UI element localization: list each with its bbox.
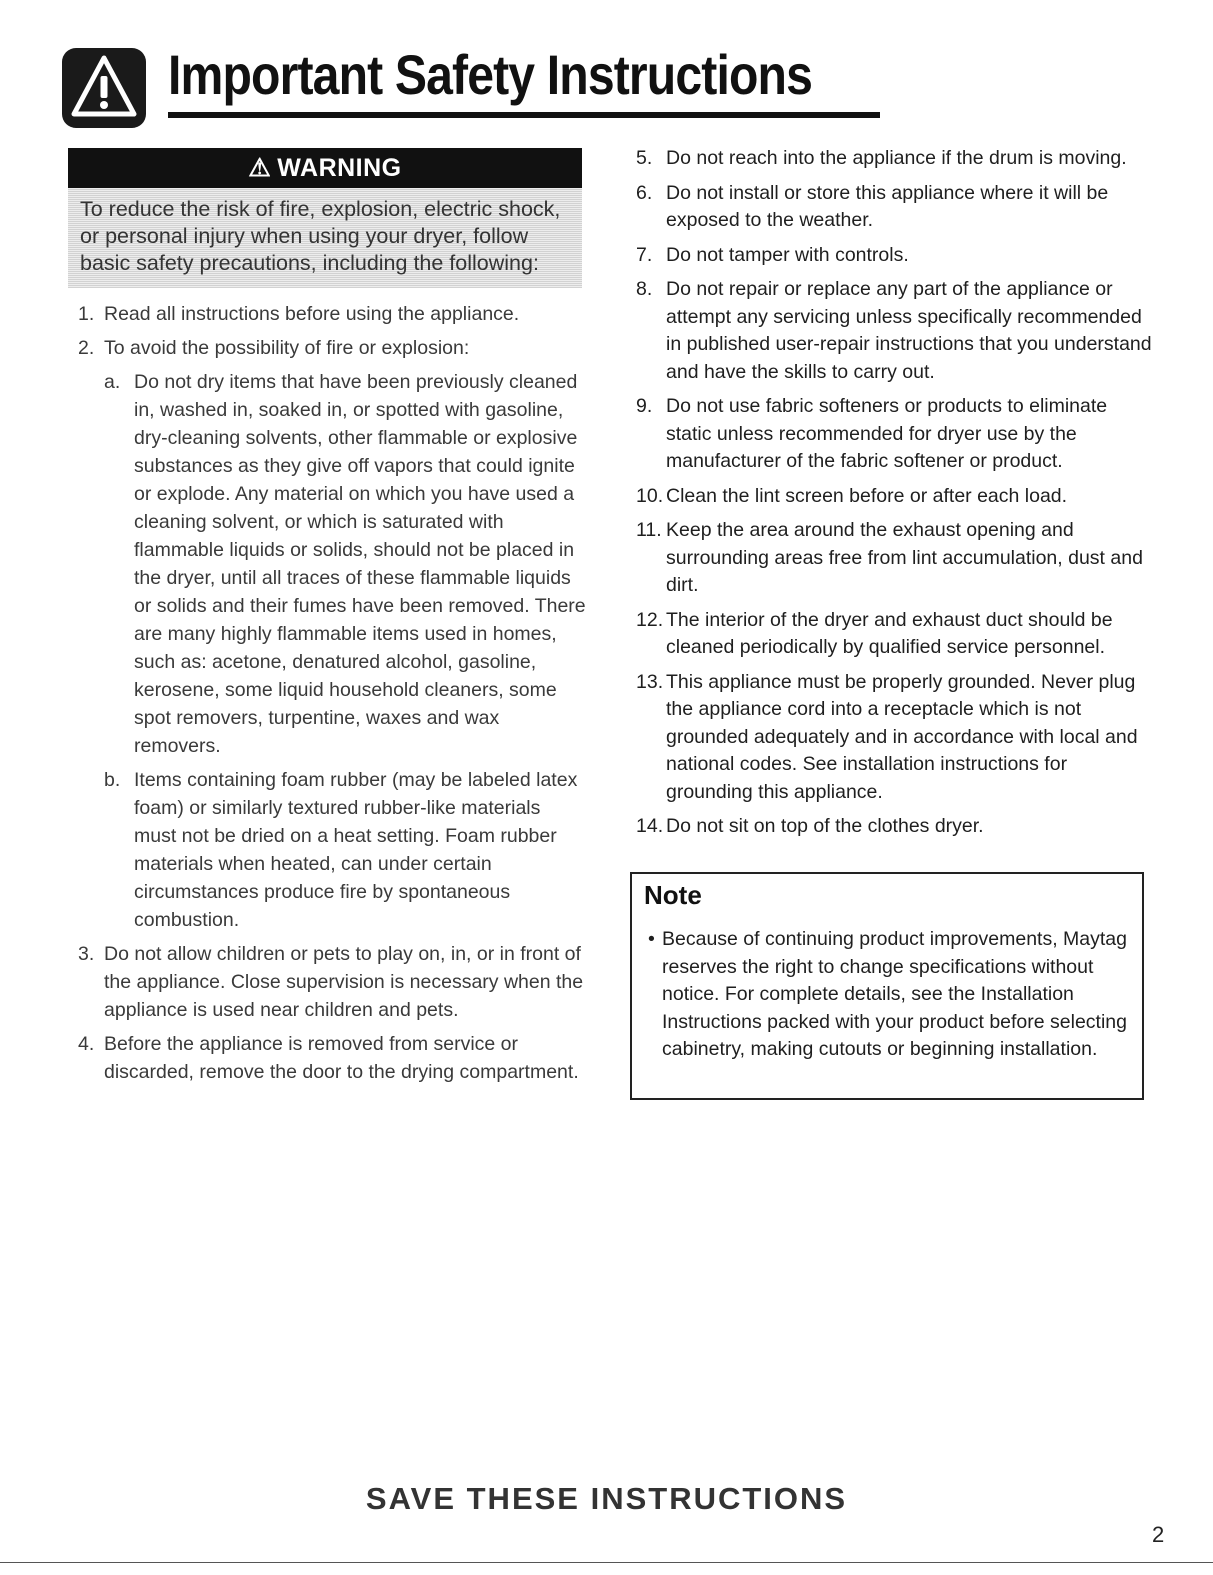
warning-triangle-icon	[62, 48, 146, 128]
item-text: Do not install or store this appliance where it will be exposed to the weather.	[666, 181, 1109, 231]
page-number: 2	[1152, 1522, 1165, 1547]
note-text: Because of continuing product improvements, Maytag reserves the right to change specifications without notice. For complete details, see the Installation Instructions packed with your product before selecting cabinetry, making cutouts or beginning installation.	[662, 928, 1128, 1060]
list-item	[636, 180, 1152, 235]
warning-box	[68, 148, 582, 288]
item-number: 2.	[78, 337, 95, 359]
save-instructions-footer: SAVE THESE INSTRUCTIONS	[365, 1481, 848, 1516]
bullet-icon: •	[648, 928, 655, 950]
page-title: Important Safety Instructions	[168, 43, 813, 106]
left-instruction-list	[78, 300, 588, 1092]
list-item	[78, 1030, 588, 1086]
note-box	[630, 872, 1144, 1100]
list-item	[78, 300, 588, 328]
note-title: Note	[644, 880, 702, 910]
right-instruction-list	[636, 145, 1152, 848]
item-letter: a.	[104, 371, 121, 393]
list-item	[636, 145, 1152, 173]
list-item	[78, 940, 588, 1024]
list-item	[636, 393, 1152, 476]
item-number: 6.	[636, 181, 653, 204]
sub-list-item	[78, 766, 588, 934]
item-text: Do not allow children or pets to play on, in, or in front of the appliance. Close supervision is necessary when the appliance is used near children and pets.	[104, 943, 584, 1021]
list-item	[636, 483, 1152, 511]
item-number: 9.	[636, 395, 653, 417]
list-item	[636, 669, 1152, 807]
item-number: 7.	[636, 243, 653, 266]
item-number: 8.	[636, 278, 653, 300]
item-text: The interior of the dryer and exhaust duct should be cleaned periodically by qualified service personnel.	[666, 608, 1113, 658]
warning-heading: WARNING	[277, 154, 402, 182]
item-number: 4.	[78, 1033, 95, 1055]
list-item	[78, 334, 588, 362]
item-text: Before the appliance is removed from service or discarded, remove the door to the drying compartment.	[104, 1033, 579, 1083]
item-text: Do not use fabric softeners or products to eliminate static unless recommended for dryer use by the manufacturer of the fabric softener or product.	[666, 395, 1108, 472]
item-text: Do not sit on top of the clothes dryer.	[666, 815, 984, 837]
item-number: 11.	[636, 519, 662, 541]
item-text: Do not dry items that have been previously cleaned in, washed in, soaked in, or spotted with gasoline, dry-cleaning solvents, other flammable or explosive substances as they give off vapors that could ignite or explode. Any material on which you have used a cleaning solvent, or which is saturated with flammable liquids or solids, should not be placed in the dryer, until all traces of these flammable liquids or solids and their fumes have been removed. There are many highly flammable items used in homes, such as: acetone, denatured alcohol, gasoline, kerosene, some liquid household cleaners, some spot removers, turpentine, waxes and wax removers.	[134, 371, 586, 757]
item-letter: b.	[104, 769, 121, 791]
item-number: 13.	[636, 670, 664, 693]
item-text: Keep the area around the exhaust opening and surrounding areas free from lint accumulation, dust and dirt.	[666, 519, 1143, 596]
item-number: 1.	[78, 303, 95, 325]
item-text: Do not reach into the appliance if the drum is moving.	[666, 147, 1127, 169]
list-item	[636, 517, 1152, 600]
item-number: 3.	[78, 943, 95, 965]
item-text: Read all instructions before using the appliance.	[104, 303, 520, 325]
item-text: Items containing foam rubber (may be labeled latex foam) or similarly textured rubber-like materials must not be dried on a heat setting. Foam rubber materials when heated, can under certain circumstances produce fire by spontaneous combustion.	[134, 769, 578, 931]
list-item	[636, 813, 1152, 841]
item-number: 10.	[636, 484, 664, 507]
item-number: 14.	[636, 815, 664, 837]
item-text: To avoid the possibility of fire or explosion:	[104, 337, 470, 359]
item-text: This appliance must be properly grounded. Never plug the appliance cord into a receptacle which is not grounded adequately and in accordance with local and national codes. See installation instructions for grounding this appliance.	[666, 670, 1138, 803]
item-number: 12.	[636, 608, 664, 631]
warning-heading-bar	[68, 148, 582, 188]
title-underline	[168, 112, 880, 118]
sub-list-item	[78, 368, 588, 760]
bottom-divider	[0, 1562, 1213, 1563]
item-number: 5.	[636, 147, 653, 169]
list-item	[636, 276, 1152, 386]
list-item	[636, 242, 1152, 270]
warning-text: To reduce the risk of fire, explosion, electric shock, or personal injury when using your dryer, follow basic safety precautions, including the following:	[68, 188, 582, 288]
warning-triangle-icon: ⚠	[248, 154, 272, 182]
item-text: Clean the lint screen before or after each load.	[666, 484, 1068, 507]
item-text: Do not repair or replace any part of the appliance or attempt any servicing unless specifically recommended in published user-repair instructions that you understand and have the skills to carry out.	[666, 278, 1152, 383]
note-item	[648, 926, 1142, 1064]
item-text: Do not tamper with controls.	[666, 243, 909, 266]
list-item	[636, 607, 1152, 662]
page-header	[62, 40, 822, 130]
